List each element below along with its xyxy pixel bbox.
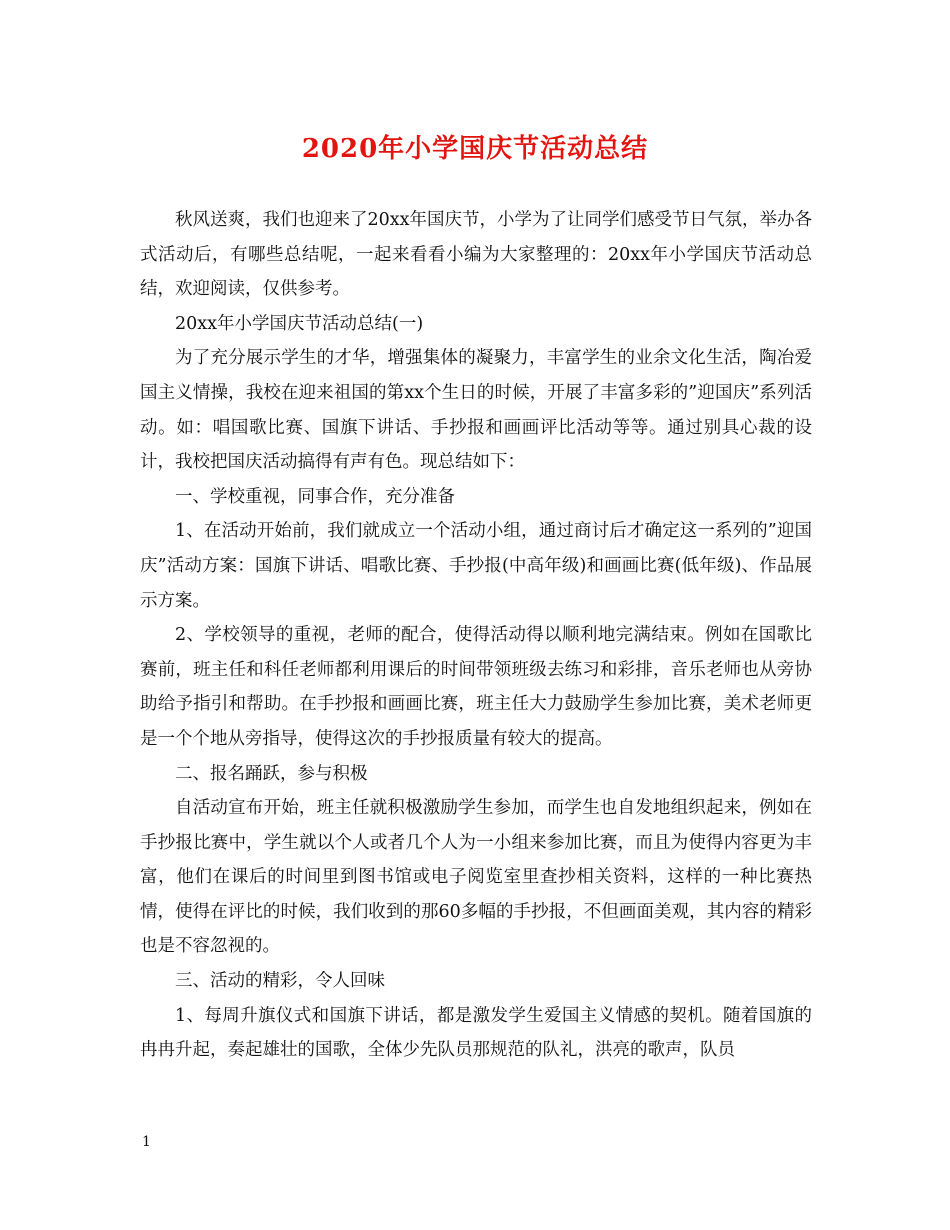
body-paragraph: 自活动宣布开始，班主任就积极激励学生参加，而学生也自发地组织起来，例如在手抄报比赛中，学生就以个人或者几个人为一小组来参加比赛，而且为使得内容更为丰富，他们在课后的时间里到图书馆或电子阅览室里查抄相关资料，这样的一种比赛热情，使得在评比的时候，我们收到的那60多幅的手抄报，不但画面美观，其内容的精彩也是不容忽视的。 [140,798,812,957]
section-heading-one: 一、学校重视，同事合作，充分准备 [175,486,455,507]
page-number: 1 [142,1134,151,1150]
body-paragraph: 1、每周升旗仪式和国旗下讲话，都是激发学生爱国主义情感的契机。随着国旗的冉冉升起，奏起雄壮的国歌，全体少先队员那规范的队礼，洪亮的歌声，队员 [140,1005,812,1061]
section-heading-two: 二、报名踊跃，参与积极 [175,763,368,784]
section-heading-summary-one: 20xx年小学国庆节活动总结(一) [175,313,424,334]
body-paragraph: 1、在活动开始前，我们就成立一个活动小组，通过商讨后才确定这一系列的”迎国庆”活动方案：国旗下讲话、唱歌比赛、手抄报(中高年级)和画画比赛(低年级)、作品展示方案。 [140,521,812,611]
document-body [140,203,812,1068]
body-paragraph: 为了充分展示学生的才华，增强集体的凝聚力，丰富学生的业余文化生活，陶冶爱国主义情操，我校在迎来祖国的第xx个生日的时候，开展了丰富多彩的”迎国庆”系列活动。如：唱国歌比赛、国旗下讲话、手抄报和画画评比活动等等。通过别具心裁的设计，我校把国庆活动搞得有声有色。现总结如下： [140,348,812,473]
section-heading-three: 三、活动的精彩，令人回味 [175,971,385,992]
document-title: 2020年小学国庆节活动总结 [301,134,649,164]
intro-paragraph: 秋风送爽，我们也迎来了20xx年国庆节，小学为了让同学们感受节日气氛，举办各式活动后，有哪些总结呢，一起来看看小编为大家整理的：20xx年小学国庆节活动总结，欢迎阅读，仅供参考。 [140,210,813,300]
body-paragraph: 2、学校领导的重视，老师的配合，使得活动得以顺利地完满结束。例如在国歌比赛前，班主任和科任老师都利用课后的时间带领班级去练习和彩排，音乐老师也从旁协助给予指引和帮助。在手抄报和画画比赛，班主任大力鼓励学生参加比赛，美术老师更是一个个地从旁指导，使得这次的手抄报质量有较大的提高。 [140,625,812,749]
